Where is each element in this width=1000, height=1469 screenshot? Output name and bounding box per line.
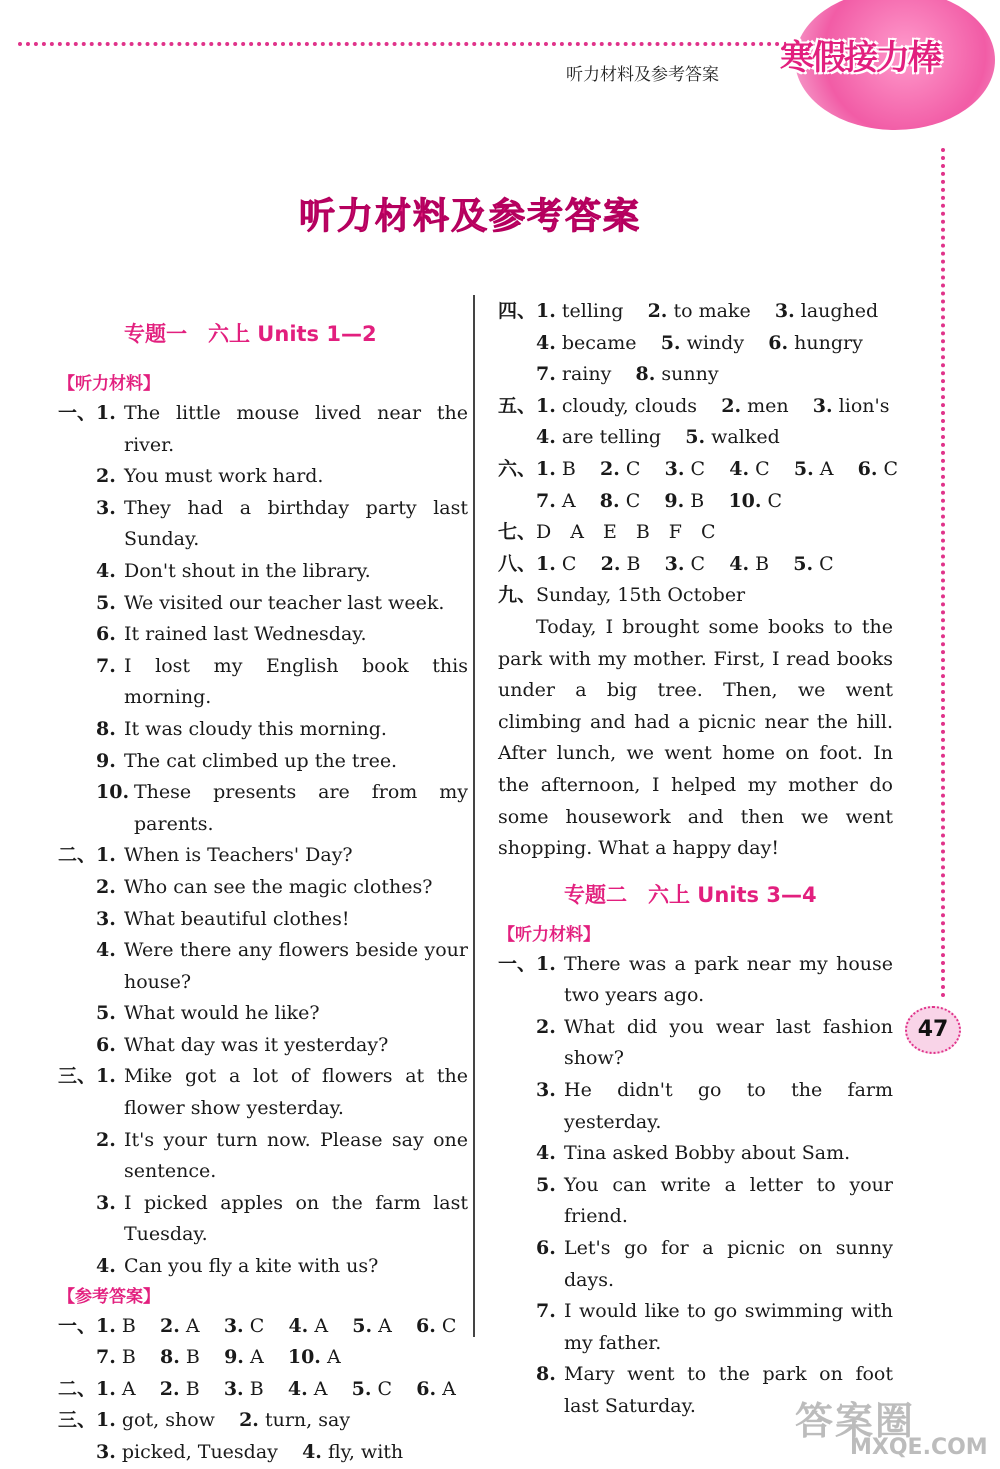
answer-number: 8. <box>599 489 620 512</box>
group-label: 二、 <box>58 1377 97 1400</box>
answer-number: 3. <box>812 394 833 417</box>
list-item <box>96 746 468 778</box>
list-item <box>96 461 468 493</box>
answer-number: 5. <box>352 1314 373 1337</box>
answer-value: C <box>625 489 641 512</box>
question-group <box>58 398 468 840</box>
item-text: Mike got a lot of flowers at the flower show yesterday. <box>124 1065 468 1120</box>
list-item <box>96 619 468 651</box>
item-number: 6. <box>96 623 116 646</box>
list-item <box>536 1075 893 1138</box>
item-number: 7. <box>536 1300 556 1323</box>
item-number: 8. <box>96 717 116 740</box>
list-item <box>96 1030 468 1062</box>
answer-value: C <box>690 457 706 480</box>
item-number: 6. <box>536 1237 556 1260</box>
topic1-answers-continued <box>498 296 899 580</box>
answer-value: rainy <box>561 363 612 386</box>
item-text: It's your turn now. Please say one sentence. <box>124 1128 468 1183</box>
item-text: I lost my English book this morning. <box>124 654 468 709</box>
answer-number: 4. <box>729 457 750 480</box>
answer-number: 6. <box>857 457 878 480</box>
item-number: 3. <box>96 496 116 519</box>
list-item <box>96 493 468 556</box>
answer-value: walked <box>711 426 780 449</box>
answer-row <box>536 359 893 391</box>
answer-value: A <box>326 1346 341 1369</box>
group-body <box>536 454 898 517</box>
answer-number: 1. <box>536 300 556 322</box>
page-title: 听力材料及参考答案 <box>298 196 641 237</box>
group-body <box>96 1405 468 1468</box>
group-label: 一、 <box>58 1314 97 1337</box>
item-text: What day was it yesterday? <box>124 1033 389 1056</box>
answer-value: C <box>767 489 783 512</box>
answer-value: B <box>561 457 576 480</box>
answer-row <box>536 422 893 454</box>
answer-value: hungry <box>794 331 863 354</box>
item-number: 8. <box>536 1363 556 1386</box>
composition <box>498 580 893 612</box>
answer-group <box>58 1311 468 1374</box>
answer-number: 2. <box>239 1409 259 1432</box>
answer-row <box>536 549 893 581</box>
answer-number: 4. <box>287 1377 308 1400</box>
question-group <box>58 1061 468 1282</box>
answer-row <box>96 1374 468 1406</box>
group-label: 三、 <box>58 1065 97 1088</box>
answer-row <box>536 391 893 423</box>
answer-value: fly, with <box>327 1441 404 1463</box>
answer-value: B <box>121 1314 136 1337</box>
item-number: 1. <box>96 402 116 424</box>
answer-number: 2. <box>721 394 742 417</box>
answer-group <box>498 454 899 517</box>
item-text: We visited our teacher last week. <box>124 591 445 614</box>
answer-value: are telling <box>561 426 662 449</box>
answer-value: A <box>442 1377 456 1400</box>
answer-value: C <box>561 552 577 575</box>
item-number: 9. <box>96 749 116 772</box>
group-body <box>96 1374 468 1406</box>
question-group <box>58 840 468 1061</box>
list-item <box>536 949 893 1012</box>
list-item <box>96 935 468 998</box>
item-text: I picked apples on the farm last Tuesday. <box>124 1191 468 1246</box>
answer-value: B <box>185 1346 200 1369</box>
answer-number: 3. <box>664 552 685 575</box>
item-number: 7. <box>96 654 116 677</box>
answer-number: 10. <box>728 489 762 512</box>
answer-value: A <box>378 1314 392 1337</box>
answer-value: got, show <box>121 1409 215 1432</box>
brand-logo <box>775 0 1000 140</box>
group-body <box>536 391 893 454</box>
answer-value: turn, say <box>264 1409 351 1432</box>
answer-value: A <box>561 489 576 512</box>
answer-row <box>536 454 898 486</box>
item-number: 2. <box>96 1128 116 1151</box>
composition-label: 九、 <box>498 584 537 607</box>
answer-group <box>58 1405 468 1468</box>
answer-group <box>498 517 893 549</box>
answer-number: 5. <box>793 457 814 480</box>
answer-number: 7. <box>96 1346 116 1369</box>
answer-number: 5. <box>685 426 706 449</box>
item-number: 5. <box>536 1173 556 1196</box>
answer-number: 3. <box>96 1441 116 1463</box>
topic2-title: 专题二 六上 Units 3—4 <box>564 882 817 907</box>
item-text: It rained last Wednesday. <box>124 623 367 646</box>
answer-number: 6. <box>416 1377 437 1400</box>
answer-row <box>536 296 893 328</box>
item-number: 6. <box>96 1033 116 1056</box>
list-item <box>536 1170 893 1233</box>
list-item <box>96 1188 468 1251</box>
item-text: I would like to go swimming with my father. <box>564 1300 893 1354</box>
running-header: 听力材料及参考答案 <box>566 65 719 85</box>
answer-number: 8. <box>635 363 656 386</box>
answer-value: C <box>755 457 770 480</box>
answer-number: 9. <box>664 489 685 512</box>
answer-number: 4. <box>288 1314 309 1337</box>
item-text: The little mouse lived near the river. <box>124 402 468 456</box>
answer-number: 2. <box>160 1314 180 1337</box>
answer-value: A <box>249 1346 264 1369</box>
answer-number: 7. <box>536 363 556 386</box>
item-text: Who can see the magic clothes? <box>124 875 433 898</box>
item-number: 2. <box>96 875 116 898</box>
answer-value: men <box>747 394 789 417</box>
item-number: 5. <box>96 591 116 614</box>
answer-row <box>96 1437 468 1469</box>
group-label: 八、 <box>498 552 537 575</box>
topic1-answers <box>58 1311 468 1469</box>
group-body <box>536 296 893 391</box>
list-item <box>96 777 468 840</box>
item-text: What did you wear last fashion show? <box>564 1015 893 1070</box>
top-dotted-border <box>18 42 788 46</box>
item-text: There was a park near my house two years ago. <box>564 952 893 1007</box>
item-text: These presents are from my parents. <box>134 781 468 835</box>
list-item <box>536 1233 893 1296</box>
item-text: What would he like? <box>124 1002 320 1025</box>
group-body <box>96 1311 468 1374</box>
answer-number: 9. <box>224 1346 244 1369</box>
answer-value: lion's <box>838 394 890 417</box>
item-number: 4. <box>96 1255 116 1278</box>
topic1-answers-tag: 【参考答案】 <box>58 1286 160 1307</box>
answer-value: A <box>314 1314 329 1337</box>
answer-row <box>96 1311 468 1343</box>
list-item <box>96 1251 468 1283</box>
list-item <box>96 1125 468 1188</box>
answer-value: B <box>121 1346 136 1369</box>
right-dotted-border <box>941 148 945 998</box>
answer-number: 4. <box>302 1441 322 1463</box>
list-item <box>96 872 468 904</box>
list-item <box>96 651 468 714</box>
answer-number: 4. <box>536 331 556 354</box>
answer-row <box>536 517 893 549</box>
answer-value: C <box>819 552 834 575</box>
answer-number: 3. <box>774 300 795 322</box>
item-text: Tina asked Bobby about Sam. <box>564 1142 851 1165</box>
item-text: He didn't go to the farm yesterday. <box>564 1079 893 1133</box>
answer-value: C <box>625 457 641 480</box>
answer-value: picked, Tuesday <box>121 1441 278 1463</box>
group-body <box>536 949 893 1423</box>
answer-value: laughed <box>800 300 879 322</box>
answer-number: 6. <box>416 1314 436 1337</box>
answer-value: C <box>249 1314 265 1337</box>
list-item <box>536 1296 893 1359</box>
group-label: 一、 <box>58 402 97 424</box>
list-item <box>536 1138 893 1170</box>
topic2-listening <box>498 949 893 1423</box>
list-item <box>96 556 468 588</box>
item-number: 3. <box>536 1079 556 1102</box>
answer-row <box>536 486 898 518</box>
watermark-url: MXQE.COM <box>850 1435 988 1460</box>
answer-number: 3. <box>223 1377 244 1400</box>
answer-number: 4. <box>536 426 556 449</box>
watermark-logo: 答案圈 <box>795 1399 916 1443</box>
answer-number: 1. <box>536 552 556 575</box>
answer-value: became <box>561 331 637 354</box>
page-number-badge: 47 <box>905 1006 961 1054</box>
answer-group <box>498 391 893 454</box>
answer-value: telling <box>561 300 624 322</box>
group-label: 二、 <box>58 844 97 867</box>
item-number: 2. <box>536 1015 556 1038</box>
group-label: 五、 <box>498 394 537 417</box>
answer-number: 1. <box>96 1377 116 1400</box>
answer-value: C <box>690 552 706 575</box>
item-number: 4. <box>536 1142 556 1165</box>
composition-date: Sunday, 15th October <box>536 584 746 607</box>
group-label: 一、 <box>498 952 537 975</box>
group-body <box>536 549 893 581</box>
list-item <box>96 588 468 620</box>
list-item <box>96 904 468 936</box>
item-number: 4. <box>96 939 116 962</box>
brand-text: 寒假接力棒 <box>780 38 940 78</box>
answer-value: A <box>185 1314 200 1337</box>
answer-number: 2. <box>600 457 620 480</box>
answer-value: B <box>755 552 770 575</box>
answer-value: A <box>121 1377 136 1400</box>
answer-number: 3. <box>664 457 685 480</box>
item-number: 5. <box>96 1002 116 1025</box>
answer-number: 5. <box>351 1377 372 1400</box>
answer-value: B <box>249 1377 264 1400</box>
answer-value: C <box>441 1314 457 1337</box>
answer-row <box>96 1342 468 1374</box>
answer-value: D A E B F C <box>536 521 716 544</box>
answer-value: sunny <box>661 363 719 386</box>
group-body <box>96 1061 468 1282</box>
answer-number: 3. <box>223 1314 244 1337</box>
answer-number: 2. <box>600 552 621 575</box>
group-label: 四、 <box>498 300 537 322</box>
item-number: 3. <box>96 907 116 930</box>
answer-value: C <box>377 1377 393 1400</box>
answer-value: to make <box>673 300 751 322</box>
topic1-listening-tag: 【听力材料】 <box>58 374 160 394</box>
list-item <box>96 1061 468 1124</box>
group-body <box>96 840 468 1061</box>
item-text: You can write a letter to your friend. <box>564 1173 893 1228</box>
answer-number: 1. <box>536 394 556 417</box>
answer-number: 5. <box>660 331 681 354</box>
list-item <box>96 714 468 746</box>
answer-value: B <box>185 1377 200 1400</box>
answer-group <box>498 296 893 391</box>
answer-number: 6. <box>768 331 789 354</box>
item-text: It was cloudy this morning. <box>124 717 387 740</box>
group-label: 三、 <box>58 1409 97 1432</box>
item-number: 2. <box>96 465 116 488</box>
answer-number: 7. <box>536 489 556 512</box>
answer-value: B <box>626 552 641 575</box>
item-text: Mary went to the park on foot last Saturday. <box>564 1363 893 1417</box>
answer-number: 4. <box>729 552 750 575</box>
left-column <box>58 318 468 1469</box>
answer-number: 1. <box>536 457 556 480</box>
item-number: 4. <box>96 559 116 582</box>
answer-value: C <box>883 457 899 480</box>
item-text: What beautiful clothes! <box>124 907 350 930</box>
list-item <box>96 998 468 1030</box>
topic1-listening <box>58 398 468 1283</box>
list-item <box>96 398 468 461</box>
answer-number: 1. <box>96 1409 116 1432</box>
answer-value: windy <box>686 331 745 354</box>
answer-value: B <box>690 489 705 512</box>
column-divider <box>473 295 475 1337</box>
item-number: 1. <box>536 952 556 975</box>
list-item <box>96 840 468 872</box>
answer-value: A <box>819 457 834 480</box>
group-label: 六、 <box>498 457 537 480</box>
item-number: 10. <box>96 781 130 804</box>
item-text: They had a birthday party last Sunday. <box>124 496 468 551</box>
right-column <box>498 296 899 1423</box>
answer-number: 10. <box>287 1346 321 1369</box>
answer-number: 8. <box>160 1346 180 1369</box>
answer-number: 5. <box>793 552 814 575</box>
item-text: Were there any flowers beside your house? <box>124 939 468 993</box>
answer-number: 2. <box>159 1377 180 1400</box>
question-group <box>498 949 893 1423</box>
composition-body: Today, I brought some books to the park with my mother. First, I read books under a big tree. Then, we went climbing and had a picnic near the hill. After lunch, we went home on foot. In the afternoon, I helped my mother do some housework and then we went shopping. What a happy day! <box>498 615 893 860</box>
item-text: Can you fly a kite with us? <box>124 1255 379 1278</box>
list-item <box>536 1012 893 1075</box>
item-text: You must work hard. <box>124 465 324 488</box>
topic1-title: 专题一 六上 Units 1—2 <box>124 322 377 346</box>
item-text: When is Teachers' Day? <box>124 844 353 867</box>
answer-number: 2. <box>647 300 668 322</box>
item-text: The cat climbed up the tree. <box>124 749 398 772</box>
answer-value: cloudy, clouds <box>561 394 698 417</box>
item-number: 1. <box>96 844 116 867</box>
item-number: 3. <box>96 1191 116 1214</box>
item-text: Let's go for a picnic on sunny days. <box>564 1237 893 1291</box>
answer-row <box>96 1405 468 1437</box>
answer-group <box>58 1374 468 1406</box>
group-body <box>536 517 893 549</box>
answer-number: 1. <box>96 1314 116 1337</box>
item-number: 1. <box>96 1065 116 1088</box>
topic2-listening-tag: 【听力材料】 <box>498 924 600 945</box>
group-body <box>96 398 468 840</box>
answer-value: A <box>313 1377 328 1400</box>
answer-row <box>536 328 893 360</box>
item-text: Don't shout in the library. <box>124 559 371 582</box>
group-label: 七、 <box>498 521 537 544</box>
answer-group <box>498 549 893 581</box>
